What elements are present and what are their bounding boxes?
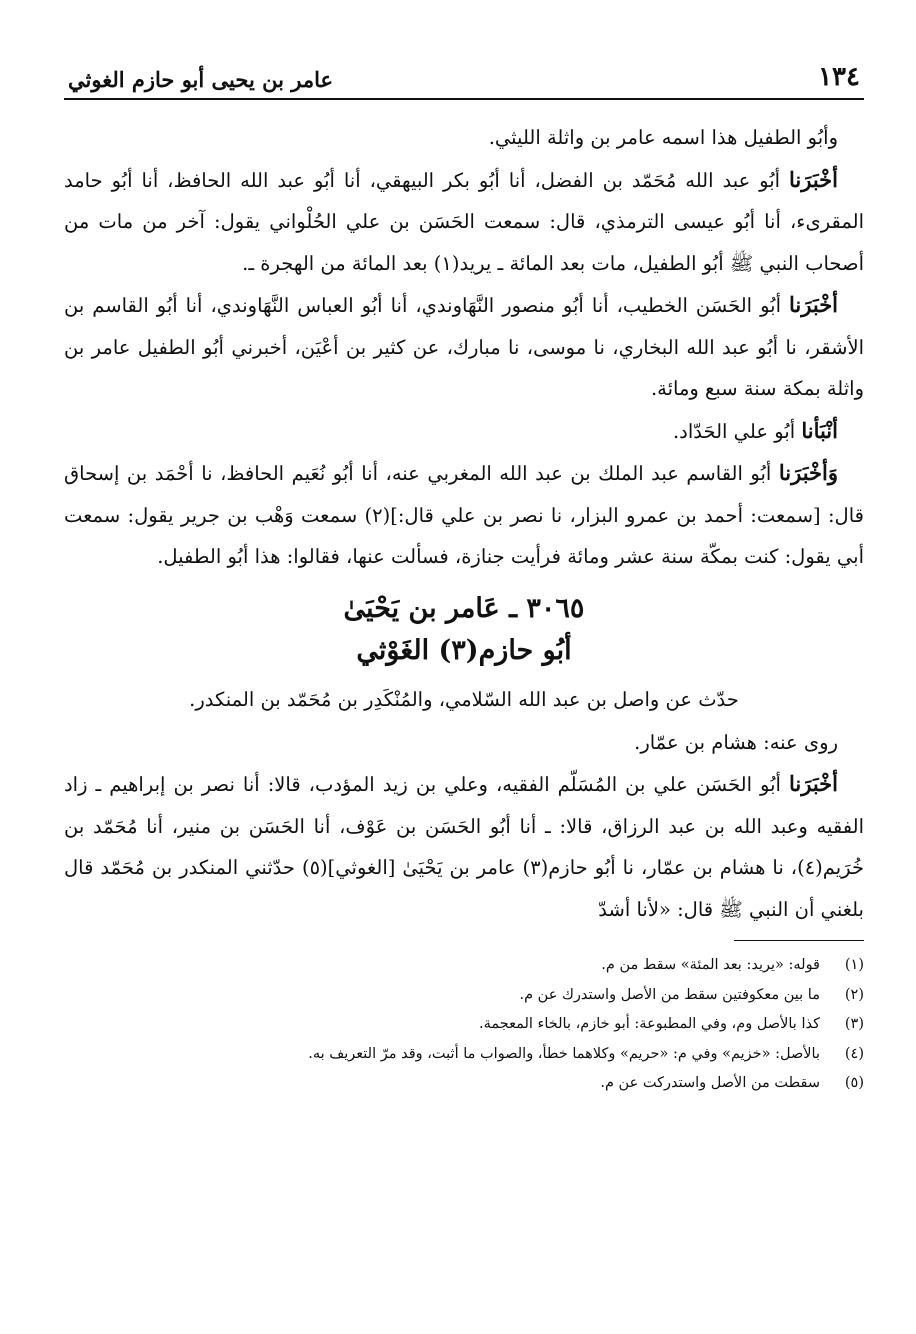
- footnote-number: (٥): [844, 1075, 864, 1091]
- footnote: [64, 1069, 864, 1099]
- footnote-text: كذا بالأصل وم، وفي المطبوعة: أبو خازم، بالخاء المعجمة.: [478, 1016, 820, 1032]
- paragraph: [64, 452, 864, 578]
- footnote-separator: [734, 940, 864, 941]
- paragraph-keyword: وَأخْبَرَنا: [778, 460, 838, 485]
- page-header: [64, 56, 864, 100]
- entry-narrated-from: حدّث عن واصل بن عبد الله السّلامي، والمُنْكَدِر بن مُحَمّد بن المنكدر.: [189, 687, 739, 711]
- footnote-text: قوله: «يريد: بعد المئة» سقط من م.: [601, 957, 820, 973]
- paragraph-keyword: أخْبَرَنا: [789, 292, 839, 317]
- paragraph: [64, 284, 864, 410]
- paragraph-keyword: أنْبَأنا: [801, 417, 838, 443]
- paragraph: [64, 116, 864, 159]
- footnote: [64, 951, 864, 981]
- footnotes: [64, 951, 864, 1099]
- entry-heading-number-name: ٣٠٦٥ ـ عَامر بن يَحْيَىٰ: [343, 592, 585, 624]
- paragraph-text: أبُو عبد الله مُحَمّد بن الفضل، أنا أبُو بكر البيهقي، أنا أبُو عبد الله الحافظ، أنا أبُو حامد المقرىء، أنا أبُو عيسى الترمذي، قال: سمعت الحَسَن بن علي الحُلْواني يقول: آخر من مات من أصحاب النبي ﷺ أبُو الطفيل، مات بعد المائة ـ يريد(١) بعد المائة من الهجرة ـ.: [64, 168, 864, 275]
- footnote-number: (١): [844, 957, 864, 973]
- footnote-text: بالأصل: «خزيم» وفي م: «حريم» وكلاهما خطأ، والصواب ما أثبت، وقد مرّ التعريف به.: [308, 1045, 820, 1062]
- paragraph-text: وأبُو الطفيل هذا اسمه عامر بن واثلة الليثي.: [488, 126, 838, 149]
- footnote-number: (٣): [844, 1016, 864, 1032]
- paragraph: [64, 159, 864, 285]
- paragraph: [64, 763, 864, 930]
- paragraph-text: أبُو الحَسَن الخطيب، أنا أبُو منصور النَّهَاوندي، أنا أبُو العباس النَّهَاوندي، أنا أبُو القاسم بن الأشقر، نا أبُو عبد الله البخاري، نا موسى، نا مبارك، عن كثير بن أعْيَن، أخبرني أبُو الطفيل عامر بن واثلة بمكة سنة سبع ومائة.: [64, 294, 864, 400]
- footnote: [64, 981, 864, 1011]
- paragraph: [64, 410, 864, 453]
- paragraph-keyword: أخْبَرَنا: [789, 166, 838, 192]
- paragraph-text: أبُو القاسم عبد الملك بن عبد الله المغربي عنه، أنا أبُو نُعَيم الحافظ، نا أحْمَد بن إسحاق قال: [سمعت: أحمد بن عمرو البزار، نا نصر بن علي قال:](٢) سمعت وَهْب بن جرير يقول: سمعت أبي يقول: كنت بمكّة سنة عشر ومائة فرأيت جنازة، فسألت عنها، فقالوا: هذا أبُو الطفيل.: [64, 462, 864, 568]
- book-page: [64, 56, 864, 1334]
- footnote: [64, 1010, 864, 1040]
- footnote-number: (٤): [844, 1045, 864, 1062]
- footnote: [64, 1040, 864, 1070]
- entry-narrated-by: روى عنه: هشام بن عمّار.: [634, 730, 838, 754]
- paragraph-text: أبُو الحَسَن علي بن المُسَلّم الفقيه، وعلي بن زيد المؤدب، قالا: أنا نصر بن إبراهيم ـ زاد الفقيه وعبد الله بن عبد الرزاق، قالا: ـ أنا أبُو الحَسَن بن عَوْف، أنا الحَسَن بن منير، أنا مُحَمّد بن خُرَيم(٤)، نا هشام بن عمّار، نا أبُو حازم(٣) عامر بن يَحْيَىٰ [الغوثي](٥) حدّثني المنكدر بن مُحَمّد قال بلغني أن النبي ﷺ قال: «لأنا أشدّ: [64, 773, 864, 921]
- footnote-text: ما بين معكوفتين سقط من الأصل واستدرك عن م.: [519, 986, 820, 1003]
- page-number: ١٣٤: [818, 62, 860, 92]
- footnote-text: سقطت من الأصل واستدركت عن م.: [600, 1075, 820, 1091]
- entry-heading: [64, 588, 864, 672]
- main-text: [64, 116, 864, 1099]
- paragraph-keyword: أخْبَرَنا: [789, 771, 838, 796]
- paragraph-text: أبُو علي الحَدّاد.: [672, 419, 796, 443]
- footnote-number: (٢): [844, 986, 864, 1003]
- running-title: عامر بن يحيى أبو حازم الغوثي: [68, 67, 334, 92]
- entry-heading-kunya: أبُو حازم(٣) الغَوْثي: [356, 634, 572, 666]
